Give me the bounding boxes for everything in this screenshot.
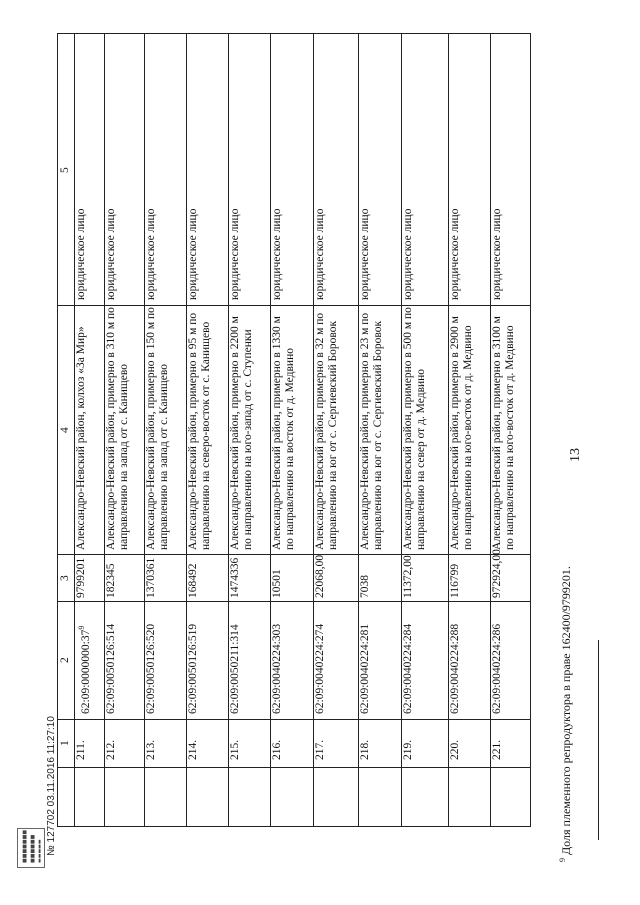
cadastral-number: [105, 624, 118, 714]
area-value: 116799: [449, 563, 461, 598]
row-number: 217.: [314, 739, 326, 760]
cadastral-number-text: 62:09:0040224:286: [491, 623, 503, 714]
page-number: 13: [568, 448, 583, 462]
cadastral-number: [187, 624, 200, 714]
cadastral-number-text: 62:09:0050126:520: [145, 623, 157, 714]
footnote-rule: [598, 640, 599, 840]
area-value: 9799201: [75, 557, 87, 598]
owner-type: юридическое лицо: [145, 208, 157, 300]
owner-type: юридическое лицо: [359, 208, 371, 300]
footnote: [558, 566, 574, 862]
cadastral-number-text: 62:09:0050126:514: [105, 623, 117, 714]
location-description: Александро-Невский район, примерно в 2900 м по направлению на юго-восток от д. Медвино: [449, 316, 474, 550]
cadastral-number-text: 62:09:0050126:519: [187, 623, 199, 714]
location-description: Александро-Невский район, примерно в 1330 м по направлению на восток от д. Медвино: [271, 316, 296, 550]
footnote-ref: 9: [77, 625, 86, 630]
location-description: Александро-Невский район, примерно в 500 м по направлению на север от д. Медвино: [402, 307, 427, 550]
registry-stamp-icon: ■■■■■■■ ■■■■■■ ▬▬▬▬▬: [17, 828, 45, 868]
location-description: Александро-Невский район, примерно в 2200 м по направлению на юго-запад от с. Ступенки: [229, 316, 254, 550]
area-value: 1474336: [229, 557, 241, 598]
location-description: Александро-Невский район, примерно в 310 м по направлению на запад от с. Канищево: [105, 307, 130, 550]
row-number: 216.: [271, 739, 283, 760]
area-value: 182345: [105, 563, 117, 598]
area-value: 10501: [271, 569, 283, 598]
owner-type: юридическое лицо: [491, 208, 503, 300]
cadastral-number: [449, 624, 462, 714]
header-col-4: 4: [59, 426, 71, 433]
area-value: 972924,00: [491, 549, 503, 598]
cadastral-number-text: 62:09:0040224:288: [449, 623, 461, 714]
cadastral-number: [75, 626, 93, 714]
location-description: Александро-Невский район, примерно в 95 м по направлению на северо-восток от с. Канищево: [187, 312, 212, 550]
cadastral-number: [145, 624, 158, 714]
row-number: 221.: [491, 739, 503, 760]
location-description: Александро-Невский район, примерно в 3100 м по направлению на юго-восток от д. Медвино: [491, 316, 516, 550]
row-number: 218.: [359, 739, 371, 760]
area-value: 22068,00: [314, 554, 326, 598]
footnote-mark: 9: [558, 858, 567, 862]
location-description: Александро-Невский район, примерно в 23 м по направлению на юг от с. Сергиевский Боровок: [359, 312, 384, 550]
header-col-5: 5: [59, 166, 71, 173]
footnote-text: Доля племенного репродуктора в праве 162400/9799201.: [559, 566, 573, 855]
row-number: 220.: [449, 739, 461, 760]
row-number: 213.: [145, 739, 157, 760]
cadastral-number: [359, 624, 372, 714]
cadastral-number: [271, 624, 284, 714]
area-value: 11372,00: [402, 555, 414, 598]
location-description: Александро-Невский район, колхоз «За Мир»: [75, 326, 87, 550]
row-number: 219.: [402, 739, 414, 760]
location-description: Александро-Невский район, примерно в 150 м по направлению на запад от с. Канищево: [145, 307, 170, 550]
location-description: Александро-Невский район, примерно в 32 м по направлению на юг от с. Сергиевский Боровок: [314, 312, 339, 550]
cadastral-number: [402, 624, 415, 714]
owner-type: юридическое лицо: [75, 208, 87, 300]
cadastral-number-text: 62:09:0040224:284: [402, 623, 414, 714]
area-value: 1370361: [145, 557, 157, 598]
owner-type: юридическое лицо: [449, 208, 461, 300]
row-number: 211.: [75, 740, 87, 760]
header-col-3: 3: [59, 574, 71, 581]
area-value: 7038: [359, 575, 371, 598]
owner-type: юридическое лицо: [314, 208, 326, 300]
row-number: 215.: [229, 739, 241, 760]
area-value: 168492: [187, 563, 199, 598]
header-col-2: 2: [59, 657, 71, 663]
owner-type: юридическое лицо: [105, 208, 117, 300]
cadastral-number: [229, 624, 242, 714]
cadastral-number-text: 62:09:0050211:314: [229, 624, 241, 714]
row-number: 212.: [105, 739, 117, 760]
cadastral-number-text: 62:09:0040224:274: [314, 623, 326, 714]
document-stamp: № 127702 03.11.2016 11:27:10: [46, 716, 57, 856]
cadastral-number: [314, 624, 327, 714]
owner-type: юридическое лицо: [187, 208, 199, 300]
cadastral-number: [491, 624, 504, 714]
owner-type: юридическое лицо: [229, 208, 241, 300]
cadastral-number-text: 62:09:0000000:37: [79, 629, 92, 714]
cadastral-number-text: 62:09:0040224:281: [359, 623, 371, 714]
cadastral-number-text: 62:09:0040224:303: [271, 623, 283, 714]
header-col-1: 1: [59, 740, 71, 746]
owner-type: юридическое лицо: [271, 208, 283, 300]
owner-type: юридическое лицо: [402, 208, 414, 300]
row-number: 214.: [187, 739, 199, 760]
